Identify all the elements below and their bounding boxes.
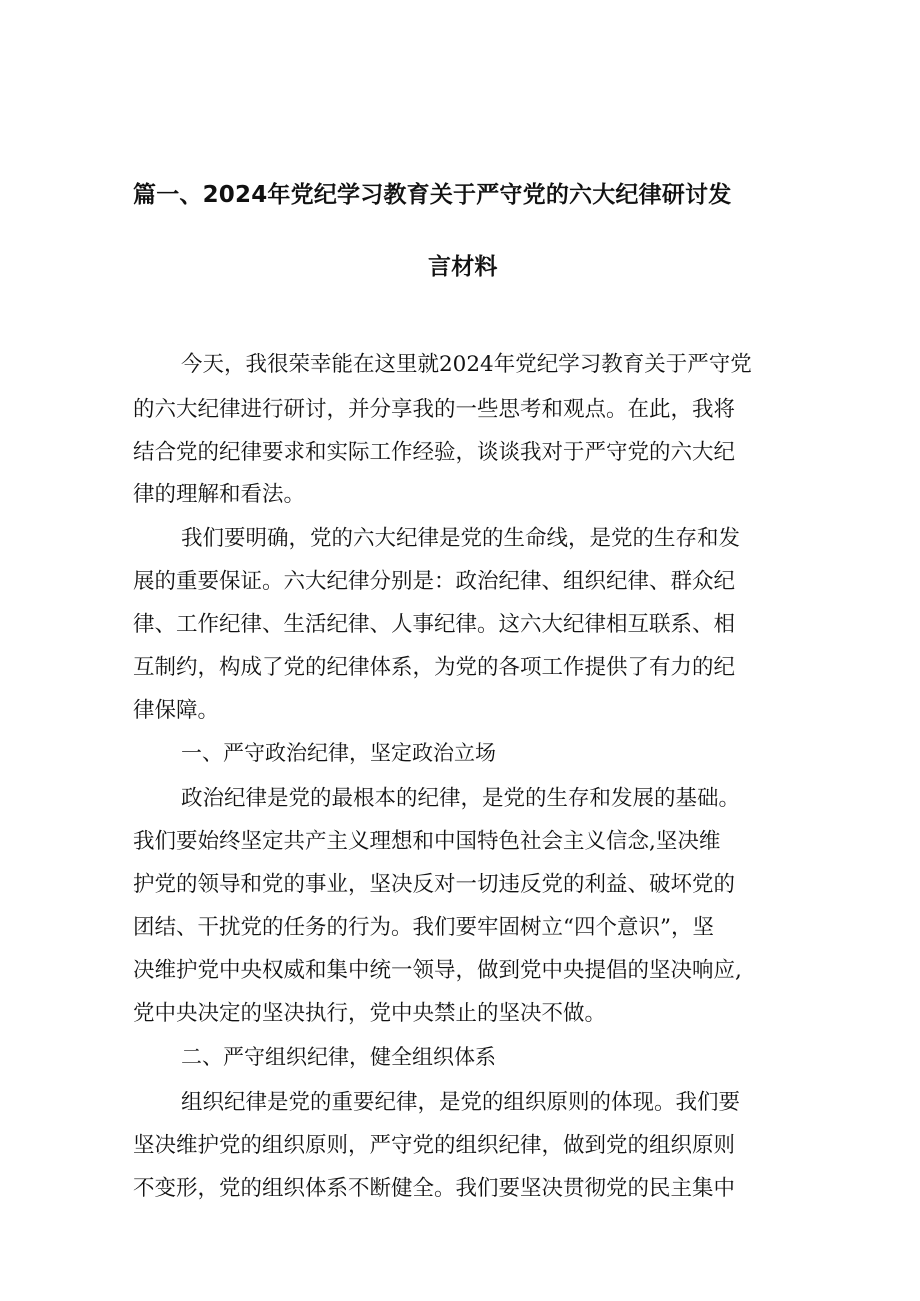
text-line: 组织纪律是党的重要纪律，是党的组织原则的体现。我们要 (181, 1090, 741, 1115)
section-heading-political: 一、严守政治纪律，坚定政治立场 (181, 741, 496, 765)
text-line: 结合党的纪律要求和实际工作经验，谈谈我对于严守党的六大纪 (133, 440, 736, 465)
document-title-line-2: 言材料 (428, 254, 498, 280)
text-line: 我们要明确，党的六大纪律是党的生命线，是党的生存和发 (181, 526, 741, 551)
text-line: 不变形，党的组织体系不断健全。我们要坚决贯彻党的民主集中 (133, 1176, 736, 1201)
text-line: 护党的领导和党的事业，坚决反对一切违反党的利益、破坏党的 (133, 872, 736, 897)
document-title-line-1: 篇一、2024年党纪学习教育关于严守党的六大纪律研讨发 (133, 182, 732, 208)
text-line: 今天，我很荣幸能在这里就2024年党纪学习教育关于严守党 (181, 352, 752, 377)
text-line: 决维护党中央权威和集中统一领导，做到党中央提倡的坚决响应, (133, 958, 742, 983)
text-line: 的六大纪律进行研讨，并分享我的一些思考和观点。在此，我将 (133, 397, 736, 422)
text-line: 律、工作纪律、生活纪律、人事纪律。这六大纪律相互联系、相 (133, 612, 736, 637)
text-line: 我们要始终坚定共产主义理想和中国特色社会主义信念,坚决维 (133, 829, 721, 854)
text-line: 坚决维护党的组织原则，严守党的组织纪律，做到党的组织原则 (133, 1133, 736, 1158)
text-line: 团结、干扰党的任务的行为。我们要牢固树立“四个意识”，坚 (133, 915, 714, 940)
text-line: 政治纪律是党的最根本的纪律，是党的生存和发展的基础。 (181, 786, 741, 811)
text-line: 互制约，构成了党的纪律体系，为党的各项工作提供了有力的纪 (133, 655, 736, 680)
text-line: 党中央决定的坚决执行，党中央禁止的坚决不做。 (133, 1001, 607, 1026)
text-line: 律保障。 (133, 698, 220, 723)
text-line: 展的重要保证。六大纪律分别是：政治纪律、组织纪律、群众纪 (133, 569, 736, 594)
section-heading-organizational: 二、严守组织纪律，健全组织体系 (181, 1045, 496, 1069)
text-line: 律的理解和看法。 (133, 482, 306, 507)
